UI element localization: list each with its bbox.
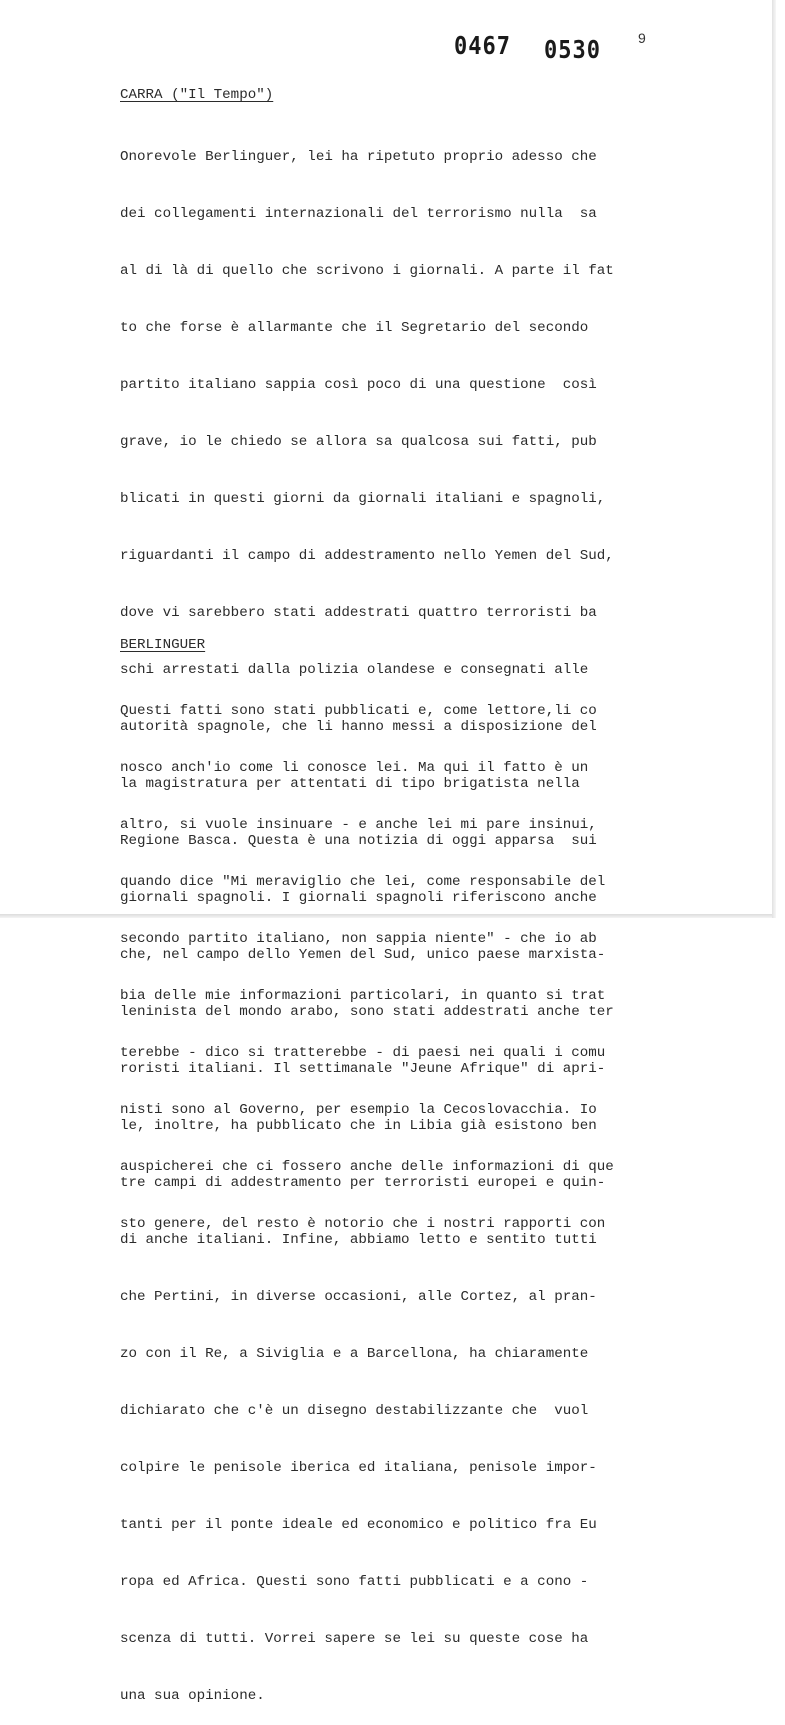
text-line: roristi italiani. Il settimanale "Jeune Afrique" di apri- [120,1061,606,1077]
text-line: colpire le penisole iberica ed italiana, penisole impor- [120,1460,597,1476]
text-line: secondo partito italiano, non sappia niente" - che io ab [120,931,597,947]
text-line: quando dice "Mi meraviglio che lei, come responsabile del [120,874,606,890]
text-line: leninista del mondo arabo, sono stati addestrati anche ter [120,1004,614,1020]
text-line: le, inoltre, ha pubblicato che in Libia già esistono ben [120,1118,597,1134]
text-line: bia delle mie informazioni particolari, in quanto si trat [120,988,606,1004]
text-line: dove vi sarebbero stati addestrati quattro terroristi ba [120,605,597,621]
text-line: Onorevole Berlinguer, lei ha ripetuto proprio adesso che [120,149,597,165]
text-line: sto genere, del resto è notorio che i nostri rapporti con [120,1216,606,1232]
text-line: zo con il Re, a Siviglia e a Barcellona, ha chiaramente [120,1346,589,1362]
text-line: nosco anch'io come li conosce lei. Ma qui il fatto è un [120,760,589,776]
text-line: dei collegamenti internazionali del terrorismo nulla sa [120,206,597,222]
text-line: scenza di tutti. Vorrei sapere se lei su queste cose ha [120,1631,589,1647]
text-line: tre campi di addestramento per terroristi europei e quin- [120,1175,606,1191]
page-number: 9 [638,30,646,46]
text-line: altro, si vuole insinuare - e anche lei mi pare insinui, [120,817,597,833]
archive-stamp-number-second: 0530 [544,36,601,65]
text-line: al di là di quello che scrivono i giornali. A parte il fat [120,263,614,279]
text-line: che Pertini, in diverse occasioni, alle Cortez, al pran- [120,1289,597,1305]
text-line: Questi fatti sono stati pubblicati e, come lettore,li co [120,703,597,719]
text-line: Regione Basca. Questa è una notizia di oggi apparsa sui [120,833,597,849]
answer-paragraph [120,664,660,1253]
speaker-heading-berlinguer: BERLINGUER [120,637,206,653]
text-line: terebbe - dico si tratterebbe - di paesi nei quali i comu [120,1045,606,1061]
text-line: partito italiano sappia così poco di una questione così [120,377,597,393]
text-line: una sua opinione. [120,1688,265,1704]
text-line: nisti sono al Governo, per esempio la Cecoslovacchia. Io [120,1102,597,1118]
text-line: dichiarato che c'è un disegno destabilizzante che vuol [120,1403,589,1419]
archive-stamp-number-first: 0467 [454,32,511,61]
page-right-edge [772,0,776,918]
text-line: schi arrestati dalla polizia olandese e consegnati alle [120,662,589,678]
text-line: riguardanti il campo di addestramento nello Yemen del Sud, [120,548,614,564]
text-line: che, nel campo dello Yemen del Sud, unico paese marxista- [120,947,606,963]
speaker-heading-carra: CARRA ("Il Tempo") [120,87,274,103]
text-line: blicati in questi giorni da giornali italiani e spagnoli, [120,491,606,507]
text-line: to che forse è allarmante che il Segretario del secondo [120,320,589,336]
text-line: auspicherei che ci fossero anche delle informazioni di que [120,1159,614,1175]
text-line: di anche italiani. Infine, abbiamo letto e sentito tutti [120,1232,597,1248]
text-line: tanti per il ponte ideale ed economico e politico fra Eu [120,1517,597,1533]
text-line: ropa ed Africa. Questi sono fatti pubblicati e a cono - [120,1574,589,1590]
text-line: autorità spagnole, che li hanno messi a disposizione del [120,719,597,735]
text-line: giornali spagnoli. I giornali spagnoli riferiscono anche [120,890,597,906]
text-line: la magistratura per attentati di tipo brigatista nella [120,776,580,792]
text-line: grave, io le chiedo se allora sa qualcosa sui fatti, pub [120,434,597,450]
